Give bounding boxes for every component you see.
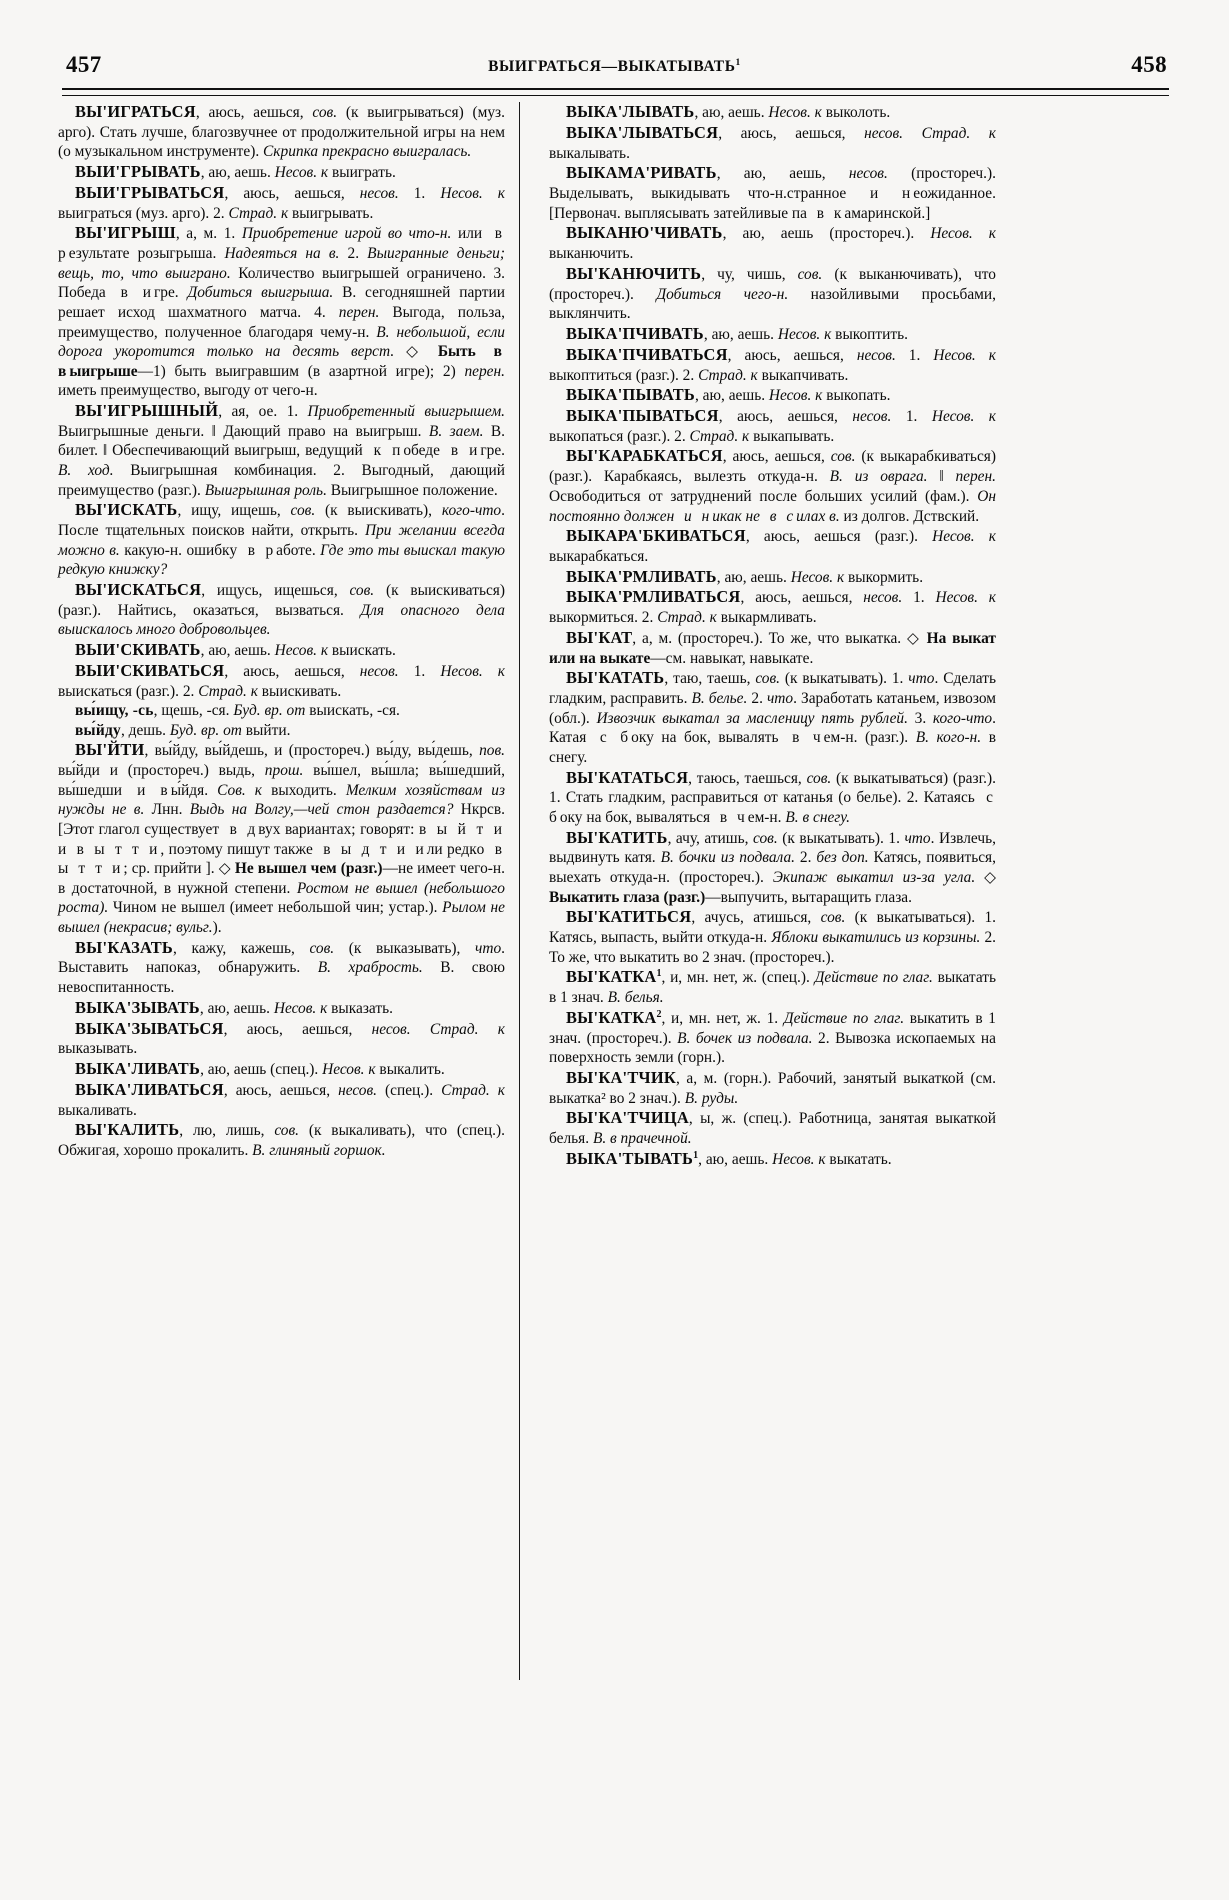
- entry-headword: ВЫКА'РМЛИВАТЬ: [566, 566, 717, 586]
- dictionary-entry: [58, 223, 505, 401]
- entry-headword: ВЫ'КАТИТЬ: [566, 827, 668, 847]
- dictionary-entry: [58, 183, 505, 223]
- columns-container: [58, 102, 1171, 1782]
- column-right: [523, 102, 996, 1782]
- header-rule: [62, 88, 1169, 96]
- entry-headword: ВЫ'КАРАБКАТЬСЯ: [566, 446, 723, 466]
- entry-definition: , ищу, ищешь, сов. (к выискивать), кого-что. После тщательных поисков найти, открыть. При желании всегда можно в. какую-н. ошибку в работе. Где это ты выискал такую редкую книжку?: [58, 502, 505, 579]
- entry-headword: ВЫКА'ПЧИВАТЬСЯ: [566, 344, 728, 364]
- entry-definition: , аю, аешь. Несов. к выкопать.: [694, 387, 891, 405]
- entry-headword: ВЫ'КА'ТЧИК: [566, 1067, 676, 1087]
- entry-definition: , аюсь, аешься, несов. (спец.). Страд. к выкаливать.: [58, 1081, 505, 1119]
- running-head: [58, 52, 1171, 86]
- entry-headword: ВЫКА'ПЫВАТЬ: [566, 385, 695, 405]
- entry-headword: ВЫИ'ГРЫВАТЬ: [75, 162, 201, 182]
- dictionary-entry: [549, 967, 996, 1007]
- dictionary-entry: [549, 123, 996, 163]
- entry-headword: ВЫ'КАТКА: [566, 967, 657, 987]
- entry-headword: ВЫ'ИГРЫШНЫЙ: [75, 400, 219, 420]
- folio-left: 457: [66, 52, 102, 77]
- entry-definition: , аюсь, аешься, несов. Страд. к выкалывать.: [549, 124, 996, 162]
- dictionary-entry: [58, 1080, 505, 1120]
- entry-headword: ВЫКАНЮ'ЧИВАТЬ: [566, 223, 723, 243]
- entry-headword: ВЫ'КАТКА: [566, 1007, 657, 1027]
- dictionary-entry: [549, 1149, 996, 1170]
- dictionary-entry: [58, 102, 505, 162]
- entry-definition: , вы́йду, вы́йдешь, и (простореч.) вы́ду, вы́дешь, пов. вы́йди и (простореч.) выдь, прош. вы́шел, вы́шла; вы́шедший, вы́шедши и вы́йдя. Сов. к выходить. Мелким хозяйствам из нужды не в. Лнн. Выдь на Волгу,—чей стон раздается? Нкрсв. [Этот глагол существует в двух вариантах; говорят: в ы й т и и в ы т т и, поэтому пишут также в ы д т и или редко в ы т т и; ср. прийти ]. ◇ Не вышел чем (разг.)—не имеет чего-н. в достаточной, в нужной степени. Ростом не вышел (небольшого роста). Чином не вышел (имеет небольшой чин; устар.). Рылом не вышел (некрасив; вульг.).: [58, 742, 506, 936]
- entry-headword: ВЫКА'ПЧИВАТЬ: [566, 323, 704, 343]
- dictionary-entry: [58, 1120, 505, 1160]
- dictionary-entry: [549, 102, 996, 123]
- dictionary-entry: [549, 345, 996, 385]
- entry-definition: , а, м. 1. Приобретение игрой во что-н. или в результате розыгрыша. Надеяться на в. 2. Выигранные деньги; вещь, то, что выиграно. Количество выигрышей ограничено. 3. Победа в игре. Добиться выигрыша. В. сегодняшней партии решает исход шахматного матча. 4. перен. Выгода, польза, преимущество, полученное благодаря чему-н. В. небольшой, если дорога укоротится только на десять верст. ◇ Быть в выигрыше—1) быть выигравшим (в азартной игре); 2) перен. иметь преимущество, выгоду от чего-н.: [58, 225, 505, 400]
- dictionary-entry: [549, 1008, 996, 1068]
- dictionary-entry: [549, 668, 996, 767]
- entry-definition: , аю, аешь (спец.). Несов. к выкалить.: [200, 1060, 445, 1078]
- entry-headword: ВЫ'ИГРЫШ: [75, 223, 176, 243]
- entry-definition: , аю, аешь. Несов. к выкатать.: [698, 1150, 892, 1168]
- entry-headword: ВЫИ'СКИВАТЬ: [75, 639, 201, 659]
- entry-definition: , чу, чишь, сов. (к выканючивать), что (простореч.). Добиться чего-н. назойливыми просьбами, выклянчить.: [549, 265, 996, 323]
- entry-definition: , ачу, атишь, сов. (к выкатывать). 1. что. Извлечь, выдвинуть катя. В. бочки из подвала. 2. без доп. Катясь, появиться, выехать откуда-н. (простореч.). Экипаж выкатил из-за угла. ◇ Выкатить глаза (разг.)—выпучить, вытаращить глаза.: [549, 829, 996, 906]
- entry-definition: , ачусь, атишься, сов. (к выкатываться). 1. Катясь, выпасть, выйти откуда-н. Яблоки выкатились из корзины. 2. То же, что выкатить во 2 знач. (простореч.).: [549, 909, 997, 966]
- running-title: [58, 58, 1171, 76]
- entry-definition: , аю, аешь. Несов. к выиграть.: [200, 164, 396, 182]
- dictionary-entry: [58, 162, 505, 183]
- entry-headword: вы́ищу, -сь: [75, 702, 154, 720]
- entry-headword: ВЫКА'ЛЫВАТЬСЯ: [566, 122, 719, 142]
- entry-definition: , аюсь, аешься, несов. 1. Несов. к выискаться (разг.). 2. Страд. к выискивать.: [58, 662, 505, 700]
- entry-definition: , аю, аешь. Несов. к выколоть.: [694, 104, 891, 121]
- entry-definition: , аю, аешь. Несов. к выкормить.: [716, 568, 924, 586]
- dictionary-entry: [58, 701, 505, 721]
- folio-right: 458: [1131, 52, 1167, 77]
- entry-definition: , щешь, -ся. Буд. вр. от выискать, -ся.: [153, 702, 400, 720]
- entry-headword: ВЫКА'ЛИВАТЬСЯ: [75, 1079, 224, 1099]
- entry-headword: ВЫ'ИСКАТЬСЯ: [75, 579, 202, 599]
- dictionary-entry: [549, 587, 996, 627]
- entry-definition: , а, м. (горн.). Рабочий, занятый выкаткой (см. выкатка² во 2 знач.). В. руды.: [549, 1069, 996, 1107]
- entry-definition: , и, мн. нет, ж. 1. Действие по глаг. выкатить в 1 знач. (простореч.). В. бочек из подвала. 2. Вывозка ископаемых на поверхность земли (горн.).: [549, 1009, 997, 1067]
- entry-definition: , аюсь, аешься, несов. Страд. к выказывать.: [58, 1020, 505, 1058]
- entry-headword: ВЫ'КАТ: [566, 627, 633, 647]
- dictionary-entry: [58, 580, 505, 640]
- entry-headword: ВЫ'ИГРАТЬСЯ: [75, 102, 196, 121]
- running-title-text: ВЫИГРАТЬСЯ—ВЫКАТЫВАТЬ: [488, 58, 736, 76]
- dictionary-entry: [549, 264, 996, 324]
- dictionary-entry: [58, 401, 505, 500]
- entry-headword: ВЫКА'ПЫВАТЬСЯ: [566, 406, 719, 426]
- entry-headword-superscript: 2: [656, 1008, 662, 1020]
- entry-headword: ВЫ'КАТИТЬСЯ: [566, 907, 692, 927]
- entry-definition: , таюсь, таешься, сов. (к выкатываться) (разг.). 1. Стать гладким, расправиться от катанья (о белье). 2. Катаясь с боку на бок, вываляться в чем-н. В. в снегу.: [549, 769, 997, 827]
- entry-headword: ВЫКА'РМЛИВАТЬСЯ: [566, 587, 741, 607]
- dictionary-entry: [58, 1019, 505, 1059]
- dictionary-entry: [549, 223, 996, 263]
- entry-definition: , ищусь, ищешься, сов. (к выискиваться) (разг.). Найтись, оказаться, вызваться. Для опасного дела выискалось много добровольцев.: [58, 581, 506, 639]
- entry-definition: , аюсь, аешься, несов. 1. Несов. к выкоптиться (разг.). 2. Страд. к выкапчивать.: [549, 346, 996, 384]
- dictionary-entry: [58, 938, 505, 998]
- entry-headword: ВЫ'КА'ТЧИЦА: [566, 1108, 689, 1128]
- entry-definition: , аюсь, аешься, сов. (к выигрываться) (муз. арго). Стать лучше, благозвучнее от продолжительной игры на нем (о музыкальном инструменте). Скрипка прекрасно выигралась.: [58, 104, 505, 161]
- entry-headword-superscript: 1: [693, 1149, 699, 1161]
- dictionary-entry: [549, 828, 996, 908]
- entry-headword: ВЫКАМА'РИВАТЬ: [566, 163, 717, 183]
- dictionary-entry: [549, 385, 996, 406]
- entry-headword: ВЫИ'ГРЫВАТЬСЯ: [75, 182, 225, 202]
- dictionary-entry: [549, 907, 996, 967]
- dictionary-entry: [549, 1068, 996, 1108]
- dictionary-entry: [58, 1059, 505, 1080]
- column-left: [58, 102, 513, 1782]
- entry-definition: , аюсь, аешься (разг.). Несов. к выкарабкаться.: [549, 528, 996, 565]
- entry-definition: , кажу, кажешь, сов. (к выказывать), что. Выставить напоказ, обнаружить. В. храбрость. В. свою невоспитанность.: [58, 939, 505, 997]
- dictionary-entry: [58, 721, 505, 741]
- dictionary-entry: [549, 567, 996, 588]
- entry-headword: ВЫ'КАЗАТЬ: [75, 937, 173, 957]
- dictionary-entry: [549, 446, 996, 526]
- entry-headword: ВЫ'ИСКАТЬ: [75, 500, 178, 520]
- entry-definition: , аюсь, аешься, сов. (к выкарабкиваться) (разг.). Карабкаясь, вылезть откуда-н. В. из оврага. ‖ перен. Освободиться от затруднений после больших усилий (фам.). Он постоянно должен и никак не в силах в. из долгов. Дствский.: [549, 448, 996, 525]
- entry-definition: , дешь. Буд. вр. от выйти.: [120, 721, 291, 739]
- entry-headword: ВЫ'КАЛИТЬ: [75, 1120, 180, 1140]
- entry-headword: ВЫКА'ТЫВАТЬ: [566, 1148, 694, 1168]
- entry-definition: , аю, аешь (простореч.). Несов. к выканючить.: [549, 225, 996, 263]
- entry-definition: , аюсь, аешься, несов. 1. Несов. к выиграться (муз. арго). 2. Страд. к выигрывать.: [58, 184, 505, 222]
- entry-definition: , аю, аешь, несов. (простореч.). Выделывать, выкидывать что-н.странное и неожиданное. [Первонач. выплясывать затейливые па в камаринской.]: [549, 165, 996, 222]
- entry-definition: , аюсь, аешься, несов. 1. Несов. к выкопаться (разг.). 2. Страд. к выкапывать.: [549, 408, 996, 445]
- entry-headword: ВЫКА'ЛИВАТЬ: [75, 1058, 201, 1078]
- dictionary-entry: [58, 500, 505, 580]
- page-content: [58, 52, 1171, 1782]
- entry-headword: ВЫ'КАНЮЧИТЬ: [566, 263, 702, 283]
- entry-definition: , и, мн. нет, ж. (спец.). Действие по глаг. выкатать в 1 знач. В. белья.: [549, 969, 996, 1007]
- entry-definition: , а, м. (простореч.). То же, что выкатка. ◇ На выкат или на выкате—см. навыкат, навыкате.: [549, 629, 996, 667]
- entry-headword: ВЫ'КАТАТЬ: [566, 668, 665, 688]
- dictionary-entry: [549, 1108, 996, 1148]
- entry-headword: ВЫКА'ЗЫВАТЬ: [75, 997, 200, 1017]
- entry-headword: вы́йду: [75, 721, 121, 739]
- dictionary-entry: [58, 740, 505, 937]
- entry-headword: ВЫКА'ЗЫВАТЬСЯ: [75, 1018, 224, 1038]
- dictionary-entry: [58, 640, 505, 661]
- dictionary-entry: [549, 628, 996, 668]
- entry-definition: , ы, ж. (спец.). Работница, занятая выкаткой белья. В. в прачечной.: [549, 1110, 996, 1148]
- entry-headword: ВЫКА'ЛЫВАТЬ: [566, 102, 695, 121]
- dictionary-entry: [58, 661, 505, 701]
- entry-headword: ВЫКАРА'БКИВАТЬСЯ: [566, 526, 746, 546]
- entry-definition: , аю, аешь. Несов. к выискать.: [200, 641, 396, 659]
- dictionary-entry: [549, 406, 996, 446]
- entry-headword: ВЫ'ЙТИ: [75, 740, 145, 760]
- dictionary-entry: [549, 324, 996, 345]
- entry-headword: ВЫИ'СКИВАТЬСЯ: [75, 660, 225, 680]
- dictionary-entry: [549, 526, 996, 566]
- entry-definition: , аюсь, аешься, несов. 1. Несов. к выкормиться. 2. Страд. к выкармливать.: [549, 589, 996, 627]
- entry-definition: , таю, таешь, сов. (к выкатывать). 1. что. Сделать гладким, расправить. В. белье. 2. что. Заработать катаньем, извозом (обл.). Извозчик выкатал за масленицу пять рублей. 3. кого-что. Катая с боку на бок, вывалять в чем-н. (разг.). В. кого-н. в снегу.: [549, 670, 996, 766]
- running-title-superscript: 1: [735, 58, 741, 68]
- dictionary-entry: [549, 163, 996, 223]
- entry-definition: , ая, ое. 1. Приобретенный выигрышем. Выигрышные деньги. ‖ Дающий право на выигрыш. В. заем. В. билет. ‖ Обеспечивающий выигрыш, ведущий к победе в игре. В. ход. Выигрышная комбинация. 2. Выгодный, дающий преимущество (разг.). Выигрышная роль. Выигрышное положение.: [58, 402, 506, 499]
- entry-definition: , аю, аешь. Несов. к выкоптить.: [703, 325, 908, 343]
- dictionary-entry: [549, 768, 996, 828]
- entry-headword-superscript: 1: [656, 968, 662, 980]
- entry-definition: , аю, аешь. Несов. к выказать.: [199, 999, 393, 1017]
- entry-headword: ВЫ'КАТАТЬСЯ: [566, 767, 689, 787]
- dictionary-entry: [58, 998, 505, 1019]
- entry-definition: , лю, лишь, сов. (к выкаливать), что (спец.). Обжигая, хорошо прокалить. В. глиняный горшок.: [58, 1122, 505, 1160]
